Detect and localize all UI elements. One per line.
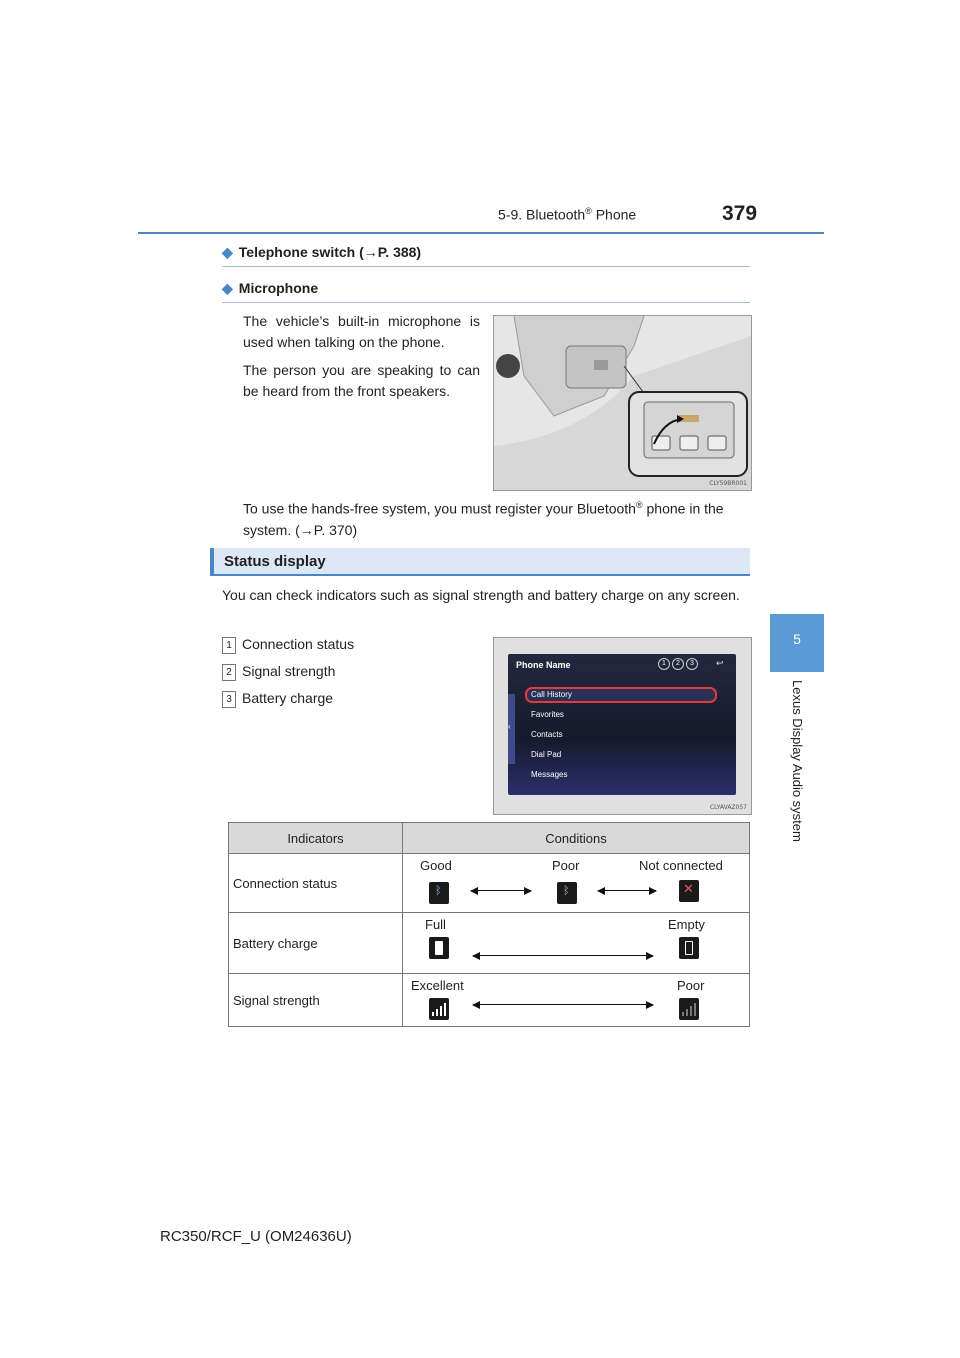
signal-poor-icon <box>679 998 699 1020</box>
chevron-left-icon: ‹ <box>508 722 511 731</box>
state-label: Good <box>420 858 452 873</box>
menu-item: Call History <box>531 690 572 699</box>
conditions-cell <box>403 974 750 1027</box>
image-code: CLYAVAZ057 <box>709 804 747 811</box>
menu-item: Dial Pad <box>531 750 562 759</box>
table-header: Conditions <box>403 823 750 854</box>
arrow-icon <box>598 890 656 891</box>
footer-code: RC350/RCF_U (OM24636U) <box>160 1228 352 1245</box>
table-row <box>229 974 750 1027</box>
register-note: To use the hands-free system, you must register your Bluetooth® phone in the system. (→P. 370) <box>243 500 724 538</box>
indicator-cell: Connection status <box>229 854 403 913</box>
table-header: Indicators <box>229 823 403 854</box>
state-label: Excellent <box>411 978 464 993</box>
menu-item: Favorites <box>531 710 564 719</box>
status-icons: 1 2 3 ↩ <box>658 658 728 670</box>
menu-item: Messages <box>531 770 568 779</box>
display-screen <box>508 654 736 795</box>
state-label: Empty <box>668 917 705 932</box>
header-rule <box>138 232 824 234</box>
list-item: 2 Signal strength <box>222 663 335 681</box>
phone-screen-illustration <box>493 637 752 815</box>
table-row <box>229 854 750 913</box>
status-table <box>228 822 750 1027</box>
image-code: CLY59BR001 <box>709 480 747 487</box>
conditions-cell <box>403 913 750 974</box>
bluetooth-poor-icon: ᛒ <box>557 882 577 904</box>
bluetooth-good-icon: ᛒ <box>429 882 449 904</box>
diamond-icon: ◆ <box>222 280 233 296</box>
diamond-icon: ◆ <box>222 244 233 260</box>
speaker-description: The person you are speaking to can be heard from the front speakers. <box>243 362 480 399</box>
chapter-tab: 5 <box>770 614 824 672</box>
divider <box>222 302 750 303</box>
indicator-cell: Battery charge <box>229 913 403 974</box>
signal-excellent-icon <box>429 998 449 1020</box>
menu-item: Contacts <box>531 730 563 739</box>
screen-title: Phone Name <box>516 660 571 670</box>
phone-not-connected-icon: ✕ <box>679 880 699 902</box>
telephone-switch-heading: ◆ Telephone switch (→P. 388) <box>222 244 422 260</box>
microphone-description: The vehicle’s built-in microphone is used when talking on the phone. <box>243 313 480 350</box>
conditions-cell <box>403 854 750 913</box>
status-display-heading: Status display <box>224 553 326 570</box>
list-item: 3 Battery charge <box>222 690 333 708</box>
arrow-icon <box>473 1004 653 1005</box>
battery-empty-icon <box>679 937 699 959</box>
state-label: Not connected <box>639 858 723 873</box>
section-title: 5-9. Bluetooth® Phone <box>498 206 637 223</box>
page-number: 379 <box>722 202 758 225</box>
table-row <box>229 913 750 974</box>
list-item: 1 Connection status <box>222 636 354 654</box>
state-label: Poor <box>552 858 580 873</box>
back-icon: ↩ <box>716 658 724 668</box>
status-display-heading-band <box>210 548 750 576</box>
divider <box>222 266 750 267</box>
state-label: Poor <box>677 978 705 993</box>
chapter-label: Lexus Display Audio system <box>790 680 805 842</box>
status-display-intro: You can check indicators such as signal strength and battery charge on any screen. <box>222 587 740 603</box>
microphone-illustration <box>493 315 752 491</box>
arrow-icon <box>473 955 653 956</box>
microphone-heading: ◆ Microphone <box>222 280 319 296</box>
battery-full-icon <box>429 937 449 959</box>
indicator-cell: Signal strength <box>229 974 403 1027</box>
state-label: Full <box>425 917 446 932</box>
arrow-icon <box>471 890 531 891</box>
